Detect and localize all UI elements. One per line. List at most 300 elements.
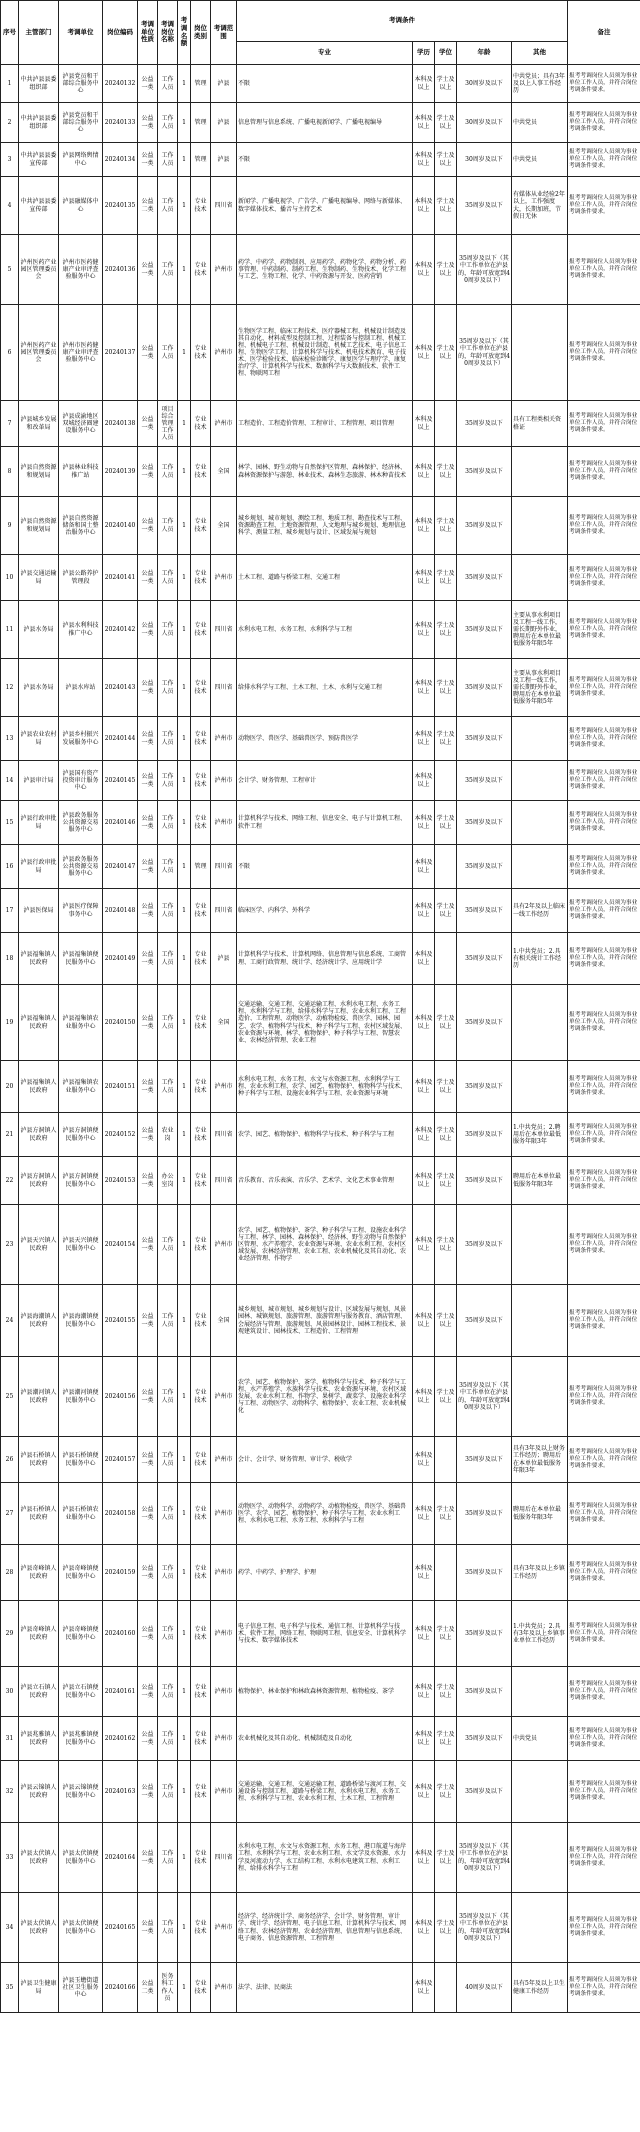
cell-scope: 泸州市 bbox=[211, 717, 237, 761]
cell-nature: 公益一类 bbox=[138, 1601, 158, 1667]
table-body bbox=[1, 65, 640, 2013]
cell-post: 工作人员 bbox=[158, 1893, 178, 1963]
cell-degree: 学士及以上 bbox=[435, 1601, 457, 1667]
cell-code: 20240158 bbox=[103, 1483, 138, 1545]
table-row bbox=[1, 1157, 640, 1205]
cell-code: 20240153 bbox=[103, 1157, 138, 1205]
cell-count: 1 bbox=[178, 985, 191, 1061]
cell-post: 工作人员 bbox=[158, 1437, 178, 1483]
cell-nature: 公益一类 bbox=[138, 447, 158, 497]
cell-nature: 公益一类 bbox=[138, 933, 158, 985]
cell-edu: 本科及以上 bbox=[413, 1357, 435, 1437]
cell-age: 35周岁及以下 bbox=[457, 497, 512, 555]
cell-scope: 泸州市 bbox=[211, 1761, 237, 1823]
cell-code: 20240138 bbox=[103, 401, 138, 447]
cell-category: 专业技术 bbox=[191, 1601, 211, 1667]
cell-post: 工作人员 bbox=[158, 845, 178, 889]
cell-scope: 泸州市 bbox=[211, 1437, 237, 1483]
cell-other: 具有2年及以上临床一线工作经历 bbox=[512, 889, 568, 933]
cell-degree: 学士及以上 bbox=[435, 1893, 457, 1963]
cell-edu: 本科及以上 bbox=[413, 401, 435, 447]
cell-degree: 学士及以上 bbox=[435, 1113, 457, 1157]
table-row bbox=[1, 933, 640, 985]
cell-degree: 学士及以上 bbox=[435, 1667, 457, 1717]
cell-nature: 公益一类 bbox=[138, 1061, 158, 1113]
header-code: 岗位编码 bbox=[103, 1, 138, 65]
cell-seq: 35 bbox=[1, 1963, 19, 2013]
cell-unit: 泸县自然资源储备和国土整治服务中心 bbox=[59, 497, 103, 555]
cell-other: 具有工程类相关资格证 bbox=[512, 401, 568, 447]
cell-dept: 中共泸县县委组织部 bbox=[19, 65, 59, 103]
table-row bbox=[1, 985, 640, 1061]
cell-scope: 泸州市 bbox=[211, 401, 237, 447]
cell-note: 报考考调岗位人员须为事业单位工作人员，并符合岗位考调条件要求。 bbox=[568, 1061, 640, 1113]
table-row bbox=[1, 1285, 640, 1357]
cell-scope: 四川省 bbox=[211, 659, 237, 717]
table-row bbox=[1, 1823, 640, 1893]
cell-degree: 学士及以上 bbox=[435, 103, 457, 143]
cell-unit: 泸县医疗保障事务中心 bbox=[59, 889, 103, 933]
cell-unit: 泸县水利科技推广中心 bbox=[59, 601, 103, 659]
cell-post: 工作人员 bbox=[158, 235, 178, 305]
cell-edu: 本科及以上 bbox=[413, 1963, 435, 2013]
cell-degree: 学士及以上 bbox=[435, 177, 457, 235]
cell-spec: 信息管理与信息系统、广播电视新闻学、广播电视编导 bbox=[237, 103, 413, 143]
cell-scope: 泸州市 bbox=[211, 1667, 237, 1717]
cell-count: 1 bbox=[178, 401, 191, 447]
cell-seq: 28 bbox=[1, 1545, 19, 1601]
cell-spec: 新闻学、广播电视学、广告学、广播电视编导、网络与新媒体、数字媒体技术、播音与主持艺术 bbox=[237, 177, 413, 235]
cell-scope: 全国 bbox=[211, 985, 237, 1061]
cell-degree: 学士及以上 bbox=[435, 1061, 457, 1113]
cell-seq: 16 bbox=[1, 845, 19, 889]
cell-other bbox=[512, 717, 568, 761]
cell-edu: 本科及以上 bbox=[413, 305, 435, 401]
cell-dept: 泸县审计局 bbox=[19, 761, 59, 801]
cell-note: 报考考调岗位人员须为事业单位工作人员，并符合岗位考调条件要求。 bbox=[568, 1545, 640, 1601]
table-row bbox=[1, 555, 640, 601]
cell-seq: 8 bbox=[1, 447, 19, 497]
cell-seq: 21 bbox=[1, 1113, 19, 1157]
cell-scope: 泸州市 bbox=[211, 761, 237, 801]
cell-category: 专业技术 bbox=[191, 717, 211, 761]
cell-other bbox=[512, 985, 568, 1061]
cell-unit: 泸县国有资产投资审计服务中心 bbox=[59, 761, 103, 801]
cell-code: 20240160 bbox=[103, 1601, 138, 1667]
cell-count: 1 bbox=[178, 1357, 191, 1437]
cell-count: 1 bbox=[178, 1437, 191, 1483]
cell-edu: 本科及以上 bbox=[413, 801, 435, 845]
cell-category: 专业技术 bbox=[191, 933, 211, 985]
cell-age: 35周岁及以下（其中工作单位在泸县的，年龄可放宽到40周岁及以下） bbox=[457, 1357, 512, 1437]
cell-code: 20240155 bbox=[103, 1285, 138, 1357]
cell-age: 30周岁及以下 bbox=[457, 103, 512, 143]
cell-unit: 泸州市医药健康产业审评查验服务中心 bbox=[59, 235, 103, 305]
cell-note: 报考考调岗位人员须为事业单位工作人员，并符合岗位考调条件要求。 bbox=[568, 235, 640, 305]
cell-spec: 计算机科学与技术、网络工程、信息安全、电子与计算机工程、软件工程 bbox=[237, 801, 413, 845]
cell-unit: 泸县融媒体中心 bbox=[59, 177, 103, 235]
cell-degree: 学士及以上 bbox=[435, 1823, 457, 1893]
cell-spec: 农业机械化及其自动化、机械制造及自动化 bbox=[237, 1717, 413, 1761]
cell-post: 工作人员 bbox=[158, 801, 178, 845]
cell-edu: 本科及以上 bbox=[413, 933, 435, 985]
cell-scope: 泸州市 bbox=[211, 1061, 237, 1113]
cell-degree: 学士及以上 bbox=[435, 1205, 457, 1285]
cell-unit: 泸县玉蟾街道社区卫生服务中心 bbox=[59, 1963, 103, 2013]
cell-age: 35周岁及以下 bbox=[457, 801, 512, 845]
cell-age: 35周岁及以下 bbox=[457, 889, 512, 933]
cell-note: 报考考调岗位人员须为事业单位工作人员，并符合岗位考调条件要求。 bbox=[568, 801, 640, 845]
cell-unit: 泸县奇峰镇便民服务中心 bbox=[59, 1601, 103, 1667]
cell-edu: 本科及以上 bbox=[413, 1157, 435, 1205]
cell-note: 报考考调岗位人员须为事业单位工作人员，并符合岗位考调条件要求。 bbox=[568, 1717, 640, 1761]
header-seq: 序号 bbox=[1, 1, 19, 65]
cell-seq: 34 bbox=[1, 1893, 19, 1963]
cell-spec: 给排水科学与工程、土木工程、土木、水利与交通工程 bbox=[237, 659, 413, 717]
cell-post: 工作人员 bbox=[158, 65, 178, 103]
cell-count: 1 bbox=[178, 177, 191, 235]
cell-note: 报考考调岗位人员须为事业单位工作人员，并符合岗位考调条件要求。 bbox=[568, 1893, 640, 1963]
cell-seq: 14 bbox=[1, 761, 19, 801]
cell-other bbox=[512, 305, 568, 401]
cell-seq: 9 bbox=[1, 497, 19, 555]
cell-degree: 学士及以上 bbox=[435, 1157, 457, 1205]
table-row bbox=[1, 1483, 640, 1545]
cell-degree bbox=[435, 845, 457, 889]
cell-other bbox=[512, 1761, 568, 1823]
cell-count: 1 bbox=[178, 1667, 191, 1717]
cell-spec: 药学、中药学、药物制剂、应用药学、药物化学、药物分析、药事管理、中药制药、制药工程、生物制药、生物技术、化学工程与工艺、生物工程、化学、中药资源与开发、医药营销 bbox=[237, 235, 413, 305]
cell-post: 医务科工作人员 bbox=[158, 1963, 178, 2013]
cell-edu: 本科及以上 bbox=[413, 1545, 435, 1601]
cell-code: 20240154 bbox=[103, 1205, 138, 1285]
cell-other: 主要从事水利项目及工程一线工作，需长期野外作业，聘用后在本单位最低服务年限5年 bbox=[512, 659, 568, 717]
table-row bbox=[1, 1437, 640, 1483]
cell-age: 35周岁及以下 bbox=[457, 447, 512, 497]
cell-category: 专业技术 bbox=[191, 1545, 211, 1601]
header-note: 备注 bbox=[568, 1, 640, 65]
cell-unit: 泸县成渝地区双城经济圈建设服务中心 bbox=[59, 401, 103, 447]
cell-other bbox=[512, 447, 568, 497]
cell-count: 1 bbox=[178, 601, 191, 659]
cell-nature: 公益一类 bbox=[138, 103, 158, 143]
cell-seq: 31 bbox=[1, 1717, 19, 1761]
cell-seq: 33 bbox=[1, 1823, 19, 1893]
cell-other: 中共党员 bbox=[512, 103, 568, 143]
cell-post: 工作人员 bbox=[158, 659, 178, 717]
cell-nature: 公益一类 bbox=[138, 1761, 158, 1823]
cell-category: 专业技术 bbox=[191, 761, 211, 801]
cell-count: 1 bbox=[178, 1205, 191, 1285]
cell-note: 报考考调岗位人员须为事业单位工作人员，并符合岗位考调条件要求。 bbox=[568, 103, 640, 143]
cell-count: 1 bbox=[178, 65, 191, 103]
cell-unit: 泸县立石镇便民服务中心 bbox=[59, 1667, 103, 1717]
table-row bbox=[1, 761, 640, 801]
cell-dept: 泸县云锦镇人民政府 bbox=[19, 1761, 59, 1823]
cell-spec: 电子信息工程、电子科学与技术、通信工程、计算机科学与技术、软件工程、网络工程、物联网工程、信息安全、计算机科学与技术、数字媒体技术 bbox=[237, 1601, 413, 1667]
cell-age: 35周岁及以下 bbox=[457, 659, 512, 717]
cell-seq: 4 bbox=[1, 177, 19, 235]
cell-edu: 本科及以上 bbox=[413, 235, 435, 305]
cell-unit: 泸县政务服务公共资源交易服务中心 bbox=[59, 801, 103, 845]
cell-age: 35周岁及以下 bbox=[457, 1545, 512, 1601]
header-spec: 专业 bbox=[237, 42, 413, 65]
cell-other bbox=[512, 1893, 568, 1963]
cell-note: 报考考调岗位人员须为事业单位工作人员，并符合岗位考调条件要求。 bbox=[568, 1823, 640, 1893]
cell-age: 35周岁及以下 bbox=[457, 761, 512, 801]
cell-unit: 泸县林业科技推广站 bbox=[59, 447, 103, 497]
cell-spec: 法学、法律、民商法 bbox=[237, 1963, 413, 2013]
cell-degree bbox=[435, 401, 457, 447]
cell-degree bbox=[435, 933, 457, 985]
cell-dept: 泸县奇峰镇人民政府 bbox=[19, 1601, 59, 1667]
cell-age: 35周岁及以下（其中工作单位在泸县的，年龄可放宽到40周岁及以下） bbox=[457, 1893, 512, 1963]
cell-note: 报考考调岗位人员须为事业单位工作人员，并符合岗位考调条件要求。 bbox=[568, 1357, 640, 1437]
table-row bbox=[1, 1545, 640, 1601]
table-row bbox=[1, 717, 640, 761]
cell-age: 35周岁及以下 bbox=[457, 177, 512, 235]
table-row bbox=[1, 1357, 640, 1437]
cell-unit: 泸县天兴镇便民服务中心 bbox=[59, 1205, 103, 1285]
cell-scope: 泸州市 bbox=[211, 1717, 237, 1761]
cell-degree: 学士及以上 bbox=[435, 305, 457, 401]
cell-degree bbox=[435, 761, 457, 801]
cell-nature: 公益二类 bbox=[138, 1963, 158, 2013]
header-edu: 学历 bbox=[413, 42, 435, 65]
cell-post: 工作人员 bbox=[158, 177, 178, 235]
cell-edu: 本科及以上 bbox=[413, 1823, 435, 1893]
cell-degree: 学士及以上 bbox=[435, 235, 457, 305]
cell-unit: 泸县方洞镇便民服务中心 bbox=[59, 1157, 103, 1205]
cell-post: 工作人员 bbox=[158, 985, 178, 1061]
cell-note: 报考考调岗位人员须为事业单位工作人员，并符合岗位考调条件要求。 bbox=[568, 761, 640, 801]
cell-code: 20240159 bbox=[103, 1545, 138, 1601]
cell-code: 20240134 bbox=[103, 143, 138, 177]
cell-seq: 26 bbox=[1, 1437, 19, 1483]
cell-category: 专业技术 bbox=[191, 1157, 211, 1205]
cell-seq: 15 bbox=[1, 801, 19, 845]
cell-count: 1 bbox=[178, 1893, 191, 1963]
cell-category: 专业技术 bbox=[191, 601, 211, 659]
cell-post: 工作人员 bbox=[158, 1545, 178, 1601]
cell-count: 1 bbox=[178, 1285, 191, 1357]
cell-edu: 本科及以上 bbox=[413, 1061, 435, 1113]
cell-other bbox=[512, 1667, 568, 1717]
cell-code: 20240161 bbox=[103, 1667, 138, 1717]
cell-edu: 本科及以上 bbox=[413, 659, 435, 717]
cell-dept: 泸县农业农村局 bbox=[19, 717, 59, 761]
cell-category: 专业技术 bbox=[191, 1285, 211, 1357]
cell-spec: 交通运输、交通工程、交通运输工程、道路桥梁与渡河工程、交通设备与控制工程、道路与桥梁工程、水利水电工程、水务工程、水利科学与工程、农业水利工程、土木工程、工程管理 bbox=[237, 1761, 413, 1823]
cell-dept: 泸县石桥镇人民政府 bbox=[19, 1483, 59, 1545]
cell-category: 专业技术 bbox=[191, 447, 211, 497]
cell-scope: 泸州市 bbox=[211, 1963, 237, 2013]
cell-unit: 泸县福集镇便民服务中心 bbox=[59, 933, 103, 985]
table-row bbox=[1, 801, 640, 845]
table-row bbox=[1, 601, 640, 659]
cell-post: 工作人员 bbox=[158, 497, 178, 555]
cell-nature: 公益一类 bbox=[138, 305, 158, 401]
cell-count: 1 bbox=[178, 889, 191, 933]
cell-dept: 泸县方洞镇人民政府 bbox=[19, 1113, 59, 1157]
cell-seq: 19 bbox=[1, 985, 19, 1061]
cell-code: 20240143 bbox=[103, 659, 138, 717]
cell-code: 20240140 bbox=[103, 497, 138, 555]
cell-count: 1 bbox=[178, 555, 191, 601]
header-category: 岗位类别 bbox=[191, 1, 211, 65]
cell-other bbox=[512, 761, 568, 801]
cell-note: 报考考调岗位人员须为事业单位工作人员，并符合岗位考调条件要求。 bbox=[568, 659, 640, 717]
header-age: 年龄 bbox=[457, 42, 512, 65]
cell-other: 1.中共党员；2.具有相关统计工作经历 bbox=[512, 933, 568, 985]
cell-note: 报考考调岗位人员须为事业单位工作人员，并符合岗位考调条件要求。 bbox=[568, 1285, 640, 1357]
cell-category: 专业技术 bbox=[191, 1113, 211, 1157]
cell-age: 35周岁及以下 bbox=[457, 1113, 512, 1157]
table-row bbox=[1, 305, 640, 401]
cell-unit: 泸县水库站 bbox=[59, 659, 103, 717]
cell-edu: 本科及以上 bbox=[413, 1437, 435, 1483]
cell-other: 有媒体从业经验2年以上，工作强度大，长期加班，节假日无休 bbox=[512, 177, 568, 235]
cell-edu: 本科及以上 bbox=[413, 65, 435, 103]
cell-post: 工作人员 bbox=[158, 933, 178, 985]
cell-count: 1 bbox=[178, 1717, 191, 1761]
cell-dept: 泸县行政审批局 bbox=[19, 801, 59, 845]
cell-age: 35周岁及以下 bbox=[457, 1205, 512, 1285]
cell-count: 1 bbox=[178, 305, 191, 401]
cell-count: 1 bbox=[178, 235, 191, 305]
cell-seq: 27 bbox=[1, 1483, 19, 1545]
cell-dept: 中共泸县县委组织部 bbox=[19, 103, 59, 143]
cell-degree: 学士及以上 bbox=[435, 555, 457, 601]
cell-scope: 全国 bbox=[211, 1285, 237, 1357]
cell-edu: 本科及以上 bbox=[413, 177, 435, 235]
cell-note: 报考考调岗位人员须为事业单位工作人员，并符合岗位考调条件要求。 bbox=[568, 1437, 640, 1483]
cell-count: 1 bbox=[178, 717, 191, 761]
cell-spec: 城乡规划、城市规划、测绘工程、地质工程、勘查技术与工程、资源勘查工程、土地资源管理、人文地理与城乡规划、地理信息科学、测量工程、城乡规划与设计、区域发展与规划 bbox=[237, 497, 413, 555]
cell-other bbox=[512, 801, 568, 845]
cell-edu: 本科及以上 bbox=[413, 845, 435, 889]
cell-category: 专业技术 bbox=[191, 1483, 211, 1545]
cell-seq: 18 bbox=[1, 933, 19, 985]
cell-category: 专业技术 bbox=[191, 889, 211, 933]
cell-spec: 农学、园艺、植物保护、茶学、种子科学与工程、设施农业科学与工程、林学、园林、森林保护、经济林、野生动物与自然保护区管理、水产养殖学、农业资源与环境、农业水利工程、农村区域发展、农林经济管理、农业工程、农业机械化及其自动化、农业经济管理、作物学 bbox=[237, 1205, 413, 1285]
cell-spec: 水利水电工程、水务工程、水文与水资源工程、水利科学与工程、农业水利工程、农学、园艺、植物保护、植物科学与技术、种子科学与工程、设施农业科学与工程、农业资源与环境 bbox=[237, 1061, 413, 1113]
cell-nature: 公益二类 bbox=[138, 177, 158, 235]
cell-spec: 不限 bbox=[237, 65, 413, 103]
table-row bbox=[1, 65, 640, 103]
cell-code: 20240163 bbox=[103, 1761, 138, 1823]
cell-category: 专业技术 bbox=[191, 985, 211, 1061]
cell-scope: 泸州市 bbox=[211, 1205, 237, 1285]
cell-seq: 30 bbox=[1, 1667, 19, 1717]
cell-scope: 四川省 bbox=[211, 1157, 237, 1205]
cell-age: 35周岁及以下 bbox=[457, 1667, 512, 1717]
cell-seq: 11 bbox=[1, 601, 19, 659]
cell-post: 工作人员 bbox=[158, 601, 178, 659]
cell-dept: 泸县天兴镇人民政府 bbox=[19, 1205, 59, 1285]
cell-nature: 公益一类 bbox=[138, 1893, 158, 1963]
cell-category: 专业技术 bbox=[191, 1963, 211, 2013]
cell-count: 1 bbox=[178, 447, 191, 497]
cell-nature: 公益一类 bbox=[138, 1437, 158, 1483]
header-scope: 考调范围 bbox=[211, 1, 237, 65]
cell-category: 专业技术 bbox=[191, 177, 211, 235]
cell-scope: 泸州市 bbox=[211, 1545, 237, 1601]
cell-category: 专业技术 bbox=[191, 235, 211, 305]
cell-degree bbox=[435, 1437, 457, 1483]
cell-scope: 泸州市 bbox=[211, 555, 237, 601]
cell-unit: 泸县海潮镇便民服务中心 bbox=[59, 1285, 103, 1357]
cell-note: 报考考调岗位人员须为事业单位工作人员，并符合岗位考调条件要求。 bbox=[568, 889, 640, 933]
cell-count: 1 bbox=[178, 497, 191, 555]
cell-nature: 公益一类 bbox=[138, 1285, 158, 1357]
cell-other bbox=[512, 1357, 568, 1437]
cell-edu: 本科及以上 bbox=[413, 1761, 435, 1823]
cell-edu: 本科及以上 bbox=[413, 497, 435, 555]
cell-nature: 公益一类 bbox=[138, 717, 158, 761]
cell-degree: 学士及以上 bbox=[435, 143, 457, 177]
cell-age: 35周岁及以下（其中工作单位在泸县的，年龄可放宽到40周岁及以下） bbox=[457, 1823, 512, 1893]
cell-code: 20240145 bbox=[103, 761, 138, 801]
cell-category: 专业技术 bbox=[191, 1761, 211, 1823]
cell-post: 工作人员 bbox=[158, 1357, 178, 1437]
cell-scope: 泸州市 bbox=[211, 305, 237, 401]
cell-scope: 四川省 bbox=[211, 1113, 237, 1157]
cell-category: 专业技术 bbox=[191, 1437, 211, 1483]
cell-edu: 本科及以上 bbox=[413, 889, 435, 933]
cell-scope: 全国 bbox=[211, 497, 237, 555]
cell-category: 专业技术 bbox=[191, 1357, 211, 1437]
cell-unit: 泸县政务服务公共资源交易服务中心 bbox=[59, 845, 103, 889]
cell-count: 1 bbox=[178, 1761, 191, 1823]
cell-unit: 泸县方洞镇便民服务中心 bbox=[59, 1113, 103, 1157]
cell-note: 报考考调岗位人员须为事业单位工作人员，并符合岗位考调条件要求。 bbox=[568, 845, 640, 889]
cell-dept: 泸县水务局 bbox=[19, 659, 59, 717]
cell-age: 35周岁及以下 bbox=[457, 717, 512, 761]
cell-age: 30周岁及以下 bbox=[457, 65, 512, 103]
cell-scope: 四川省 bbox=[211, 845, 237, 889]
cell-other bbox=[512, 845, 568, 889]
cell-code: 20240133 bbox=[103, 103, 138, 143]
table-row bbox=[1, 235, 640, 305]
cell-age: 35周岁及以下 bbox=[457, 845, 512, 889]
cell-other bbox=[512, 497, 568, 555]
cell-edu: 本科及以上 bbox=[413, 1601, 435, 1667]
cell-other: 中共党员；具有3年及以上人事工作经历 bbox=[512, 65, 568, 103]
cell-seq: 17 bbox=[1, 889, 19, 933]
cell-spec: 城乡规划、城市规划、城乡规划与设计、区域发展与规划、风景园林、城镇规划、旅游管理、旅游管理与服务教育、酒店管理、会展经济与管理、旅游规划、风景园林设计、园林工程技术、景观建筑设计、园林技术、工程造价、工程管理 bbox=[237, 1285, 413, 1357]
table-row bbox=[1, 1717, 640, 1761]
cell-scope: 泸县 bbox=[211, 143, 237, 177]
table-row bbox=[1, 889, 640, 933]
cell-other: 具有3年及以上财务工作经历；聘用后在本单位最低服务年限3年 bbox=[512, 1437, 568, 1483]
cell-count: 1 bbox=[178, 1483, 191, 1545]
cell-post: 工作人员 bbox=[158, 103, 178, 143]
cell-nature: 公益一类 bbox=[138, 1357, 158, 1437]
cell-post: 工作人员 bbox=[158, 1483, 178, 1545]
cell-dept: 泸县自然资源和规划局 bbox=[19, 497, 59, 555]
cell-post: 农业岗 bbox=[158, 1113, 178, 1157]
cell-note: 报考考调岗位人员须为事业单位工作人员，并符合岗位考调条件要求。 bbox=[568, 65, 640, 103]
cell-code: 20240150 bbox=[103, 985, 138, 1061]
cell-category: 管理 bbox=[191, 103, 211, 143]
cell-scope: 泸州市 bbox=[211, 1601, 237, 1667]
cell-edu: 本科及以上 bbox=[413, 1667, 435, 1717]
cell-nature: 公益一类 bbox=[138, 1205, 158, 1285]
cell-degree: 学士及以上 bbox=[435, 1285, 457, 1357]
cell-dept: 泸州医药产业园区管理委员会 bbox=[19, 235, 59, 305]
cell-spec: 农学、园艺、植物保护、茶学、植物科学与技术、种子科学与工程、水产养殖学、水族科学与技术、农业资源与环境、农村区域发展、农业水利工程、作物学、果树学、蔬菜学、设施农业科学与工程、动物医学、动物科学、植物保护、农业工程、农业机械化 bbox=[237, 1357, 413, 1437]
